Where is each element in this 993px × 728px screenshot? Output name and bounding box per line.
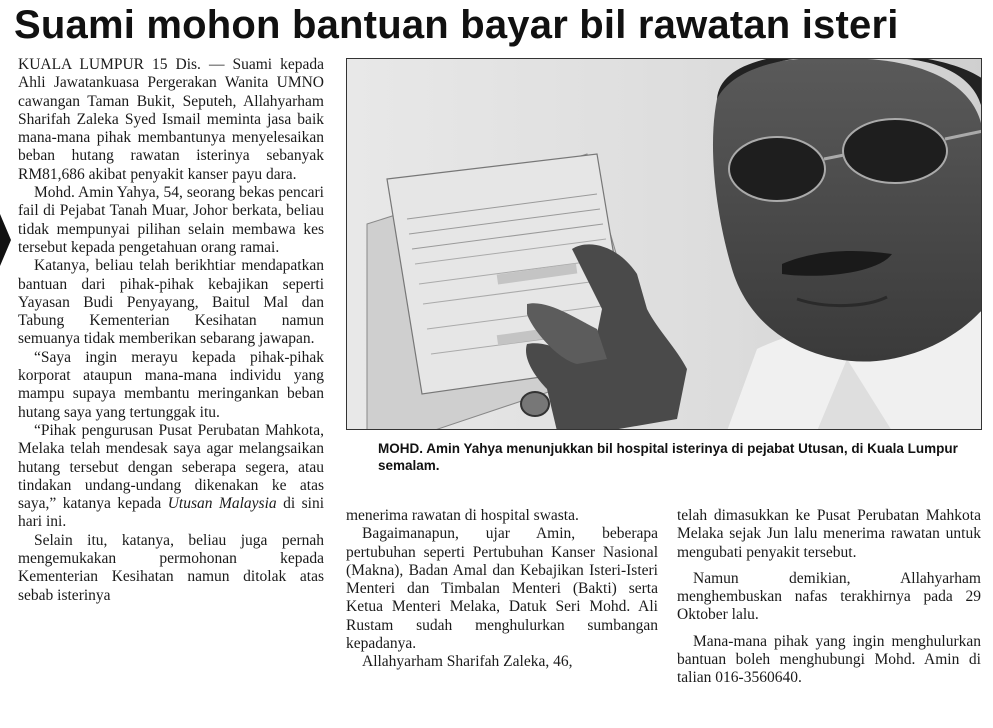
paragraph: Allahyarham Sharifah Zaleka, 46, (362, 653, 573, 671)
paragraph: Mohd. Amin Yahya, 54, seorang bekas pencari fail di Pejabat Tanah Muar, Johor berkata, beliau tidak mempunyai pilihan selain membawa kes tersebut kepada pengetahuan orang ramai. (18, 184, 324, 256)
headline: Suami mohon bantuan bayar bil rawatan isteri (14, 3, 899, 47)
paragraph: Mana-mana pihak yang ingin menghulurkan bantuan boleh menghubungi Mohd. Amin di talian 016-3560640. (677, 632, 981, 687)
article-column-3 (677, 507, 981, 727)
paragraph: “Saya ingin merayu kepada pihak-pihak korporat ataupun mana-mana individu yang mampu supaya membantu meringankan beban hutang saya yang tertunggak itu. (18, 348, 324, 421)
paragraph: menerima rawatan di hospital swasta. (346, 507, 579, 524)
paragraph: Katanya, beliau telah berikhtiar mendapatkan bantuan dari pihak-pihak kebajikan seperti Yayasan Budi Penyayang, Baitul Mal dan Tabung Kementerian Kesihatan namun semuanya tidak memberikan sebarang jawapan. (18, 257, 324, 348)
article-column-1 (18, 56, 324, 726)
column-marker (0, 214, 11, 266)
article-column-2 (346, 507, 658, 727)
paragraph: Namun demikian, Allahyarham menghembuskan nafas terakhirnya pada 29 Oktober lalu. (677, 569, 981, 624)
news-photo (346, 58, 982, 430)
paragraph: “Pihak pengurusan Pusat Perubatan Mahkota, Melaka telah mendesak saya agar melangsaikan hutang tersebut dengan seberapa segera, atau tindakan undang-undang dikenakan ke atas saya,” katanya kepada Utusan Malaysia di sini hari ini. (18, 421, 325, 531)
paragraph: telah dimasukkan ke Pusat Perubatan Mahkota Melaka sejak Jun lalu menerima rawatan untuk mengubati penyakit tersebut. (677, 507, 981, 561)
paragraph: Selain itu, katanya, beliau juga pernah mengemukakan permohonan kepada Kementerian Kesihatan namun ditolak atas sebab isterinya (18, 531, 324, 604)
paragraph: Bagaimanapun, ujar Amin, beberapa pertubuhan seperti Pertubuhan Kanser Nasional (Makna), Badan Amal dan Kebajikan Isteri-Isteri Menteri dan Timbalan Menteri (Bakti) serta Ketua Menteri Melaka, Datuk Seri Mohd. Ali Rustam sudah menghulurkan sumbangan kepadanya. (346, 525, 658, 653)
photo-caption: MOHD. Amin Yahya menunjukkan bil hospital isterinya di pejabat Utusan, di Kuala Lumpur semalam. (378, 441, 958, 473)
photo-man-holding-hospital-bill-icon (347, 59, 982, 430)
paragraph: KUALA LUMPUR 15 Dis. — Suami kepada Ahli Jawatankuasa Pergerakan Wanita UMNO cawangan Taman Bukit, Seputeh, Allahyarham Sharifah Zaleka Syed Ismail meminta jasa baik mana-mana pihak membantunya menyelesaikan beban hutang rawatan isterinya sebanyak RM81,686 akibat penyakit kanser payu dara. (18, 56, 324, 183)
